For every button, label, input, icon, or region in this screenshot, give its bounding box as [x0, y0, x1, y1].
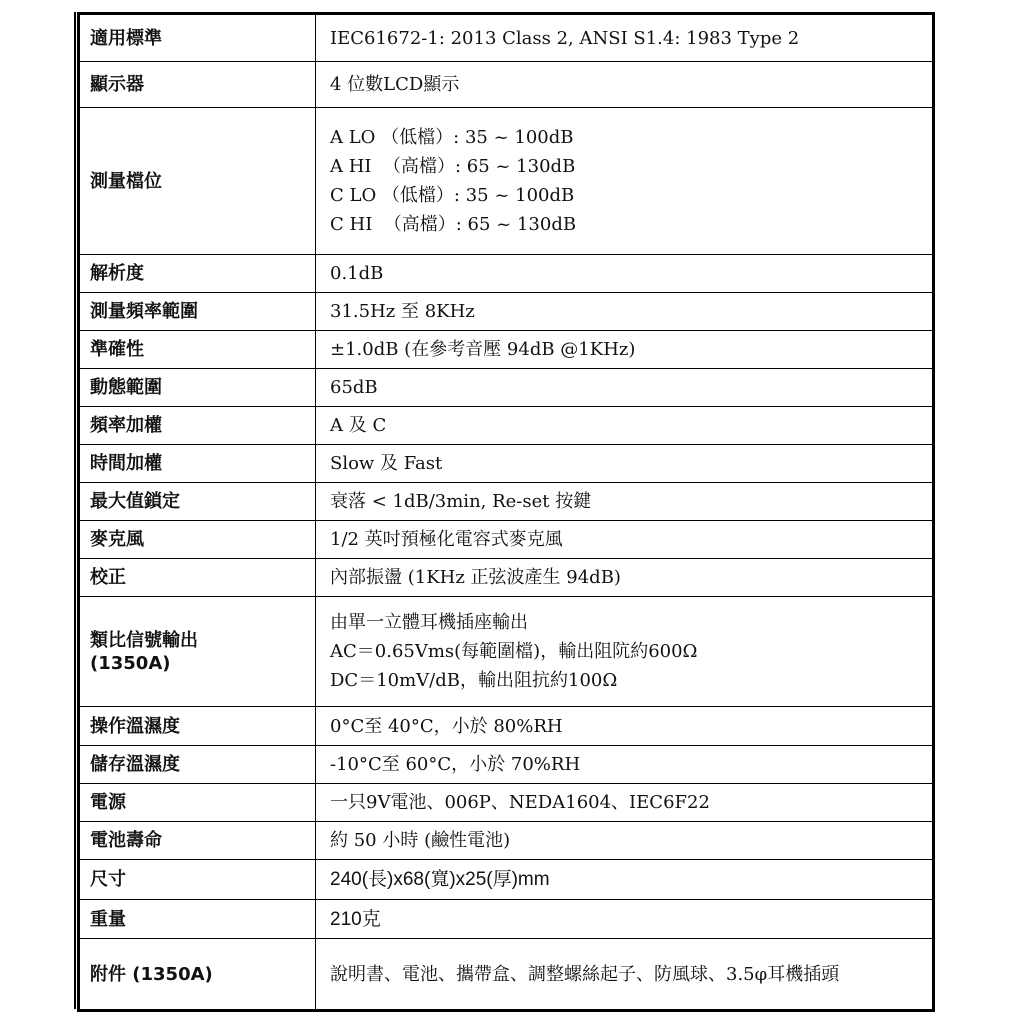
spec-row-standard [79, 14, 934, 62]
label-line: 電源 [90, 792, 126, 813]
spec-row-display [79, 62, 934, 108]
spec-value [316, 14, 934, 62]
spec-row-dynamic-range [79, 369, 934, 407]
spec-value [316, 559, 934, 597]
spec-row-frequency-weighting [79, 407, 934, 445]
label-line: 儲存溫濕度 [90, 754, 180, 775]
value-line: 65dB [330, 377, 378, 398]
value-line: A HI （高檔）: 65 ~ 130dB [330, 156, 576, 177]
spec-value [316, 860, 934, 900]
spec-label [79, 445, 316, 483]
spec-row-ranges [79, 108, 934, 255]
value-line: A LO （低檔）: 35 ~ 100dB [330, 127, 574, 148]
spec-value [316, 483, 934, 521]
spec-row-weight [79, 900, 934, 939]
value-line: 4 位數LCD顯示 [330, 74, 460, 95]
value-line: 0.1dB [330, 263, 384, 284]
label-line: 頻率加權 [90, 415, 162, 436]
value-line: 31.5Hz 至 8KHz [330, 301, 475, 322]
label-line: 校正 [90, 567, 126, 588]
spec-row-analog-output [79, 597, 934, 707]
spec-label [79, 521, 316, 559]
label-line: 操作溫濕度 [90, 715, 180, 737]
value-line: 由單一立體耳機插座輸出 [330, 612, 528, 633]
spec-row-accuracy [79, 331, 934, 369]
label-line: 動態範圍 [90, 377, 162, 398]
label-line: 準確性 [90, 339, 144, 360]
spec-label [79, 255, 316, 293]
value-line: ±1.0dB (在參考音壓 94dB @1KHz) [330, 339, 636, 360]
spec-row-dimensions [79, 860, 934, 900]
spec-label [79, 822, 316, 860]
value-line: AC＝0.65Vms(每範圍檔)，輸出阻阬約600Ω [330, 641, 698, 662]
spec-row-storage-conditions [79, 746, 934, 784]
value-line: C LO （低檔）: 35 ~ 100dB [330, 185, 575, 206]
label-line: 時間加權 [90, 453, 162, 474]
spec-value [316, 331, 934, 369]
label-line: 適用標準 [90, 27, 162, 49]
value-line: 衰落 < 1dB/3min, Re-set 按鍵 [330, 491, 592, 512]
spec-value [316, 255, 934, 293]
value-line: 內部振盪 (1KHz 正弦波產生 94dB) [330, 567, 621, 588]
value-line: 0°C至 40°C，小於 80%RH [330, 715, 563, 737]
label-line: 附件 (1350A) [90, 963, 213, 985]
spec-value [316, 707, 934, 746]
value-line: IEC61672-1: 2013 Class 2, ANSI S1.4: 1983 Type 2 [330, 27, 800, 49]
spec-label [79, 784, 316, 822]
spec-value [316, 784, 934, 822]
spec-label [79, 62, 316, 108]
spec-row-time-weighting [79, 445, 934, 483]
spec-table [77, 12, 935, 1012]
spec-label [79, 331, 316, 369]
label-line: 類比信號輸出 [90, 629, 198, 651]
label-line: 重量 [90, 908, 126, 930]
spec-row-battery-life [79, 822, 934, 860]
spec-value [316, 822, 934, 860]
spec-value [316, 746, 934, 784]
spec-row-max-hold [79, 483, 934, 521]
spec-label [79, 293, 316, 331]
value-line: 210克 [330, 908, 381, 930]
spec-row-microphone [79, 521, 934, 559]
spec-label [79, 14, 316, 62]
value-line: 一只9V電池、006P、NEDA1604、IEC6F22 [330, 792, 710, 813]
spec-row-frequency-range [79, 293, 934, 331]
spec-label [79, 939, 316, 1011]
value-line: -10°C至 60°C，小於 70%RH [330, 754, 581, 775]
spec-label [79, 108, 316, 255]
label-line: 解析度 [90, 263, 144, 284]
value-line: 1/2 英吋預極化電容式麥克風 [330, 529, 563, 550]
label-line: 尺寸 [90, 869, 126, 890]
value-line: DC＝10mV/dB，輸出阻抗約100Ω [330, 670, 618, 691]
value-line: A 及 C [330, 415, 387, 436]
value-line: 240(長)x68(寬)x25(厚)mm [330, 869, 550, 890]
spec-label [79, 369, 316, 407]
label-line: 麥克風 [90, 529, 144, 550]
page-left-rule [74, 12, 76, 1009]
spec-value [316, 62, 934, 108]
spec-row-calibration [79, 559, 934, 597]
value-line: 說明書、電池、攜帶盒、調整螺絲起子、防風球、3.5φ耳機插頭 [330, 963, 840, 985]
value-line: C HI （高檔）: 65 ~ 130dB [330, 214, 577, 235]
value-line: Slow 及 Fast [330, 453, 443, 474]
spec-label [79, 707, 316, 746]
spec-value [316, 293, 934, 331]
spec-value [316, 369, 934, 407]
spec-label [79, 860, 316, 900]
label-line: 最大值鎖定 [90, 491, 180, 512]
spec-value [316, 900, 934, 939]
spec-value [316, 939, 934, 1011]
spec-label [79, 597, 316, 707]
spec-row-resolution [79, 255, 934, 293]
label-line: 測量檔位 [90, 170, 162, 192]
spec-value [316, 521, 934, 559]
spec-value [316, 445, 934, 483]
spec-row-accessories [79, 939, 934, 1011]
spec-label [79, 900, 316, 939]
value-line: 約 50 小時 (鹼性電池) [330, 830, 511, 851]
spec-value [316, 597, 934, 707]
spec-row-power [79, 784, 934, 822]
spec-row-operating-conditions [79, 707, 934, 746]
spec-label [79, 746, 316, 784]
spec-label [79, 483, 316, 521]
label-line: (1350A) [90, 652, 171, 674]
label-line: 顯示器 [90, 74, 144, 95]
label-line: 電池壽命 [90, 830, 162, 851]
spec-value [316, 407, 934, 445]
spec-label [79, 559, 316, 597]
spec-value [316, 108, 934, 255]
spec-label [79, 407, 316, 445]
label-line: 測量頻率範圍 [90, 301, 198, 322]
